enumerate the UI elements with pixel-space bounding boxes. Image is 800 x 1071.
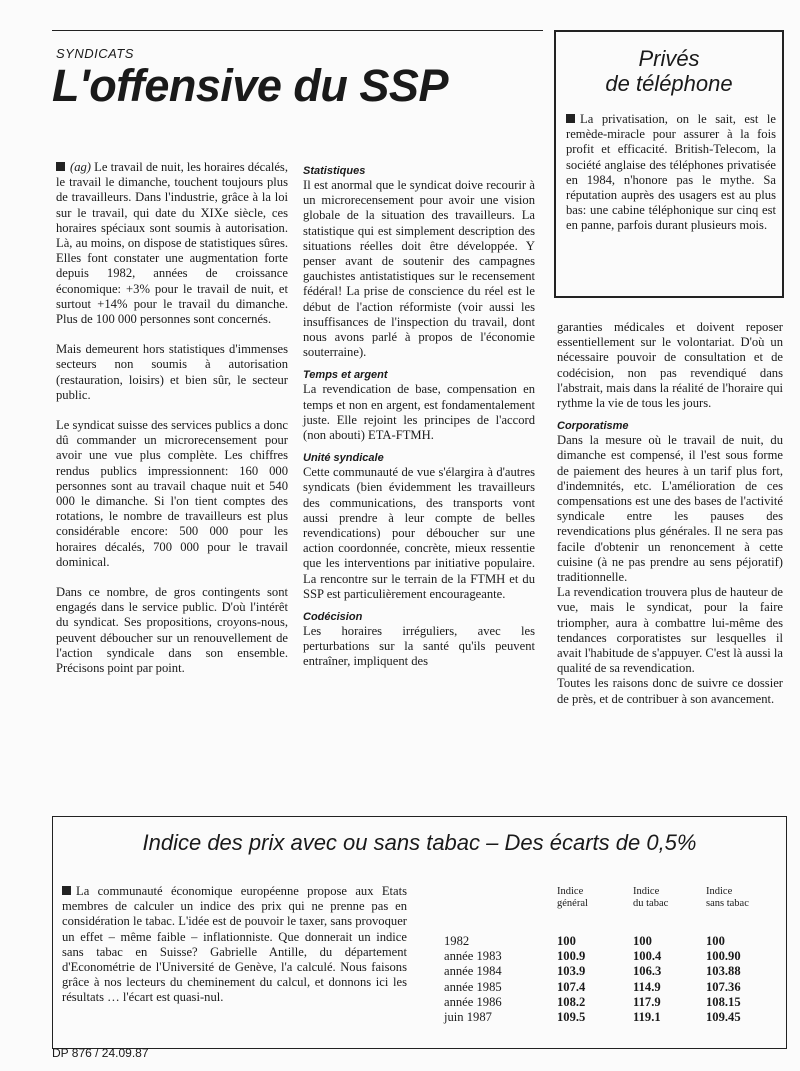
col1-paragraph-2: Mais demeurent hors statistiques d'immenses secteurs non soumis à autorisation (restauration, loisirs) et bien sûr, le secteur public. xyxy=(56,342,288,402)
issue-footer: DP 876 / 24.09.87 xyxy=(52,1046,149,1060)
col2-paragraph-2: La revendication de base, compensation en temps et non en argent, est fondamentalement juste. Elle rejoint les principes de l'accord (non abouti) ETA-FTMH. xyxy=(303,382,535,443)
sidebar-title-line1: Privés xyxy=(638,46,700,71)
cell-sans: 100.90 xyxy=(706,949,741,964)
article-column-1 xyxy=(56,160,288,691)
cell-sans: 103.88 xyxy=(706,964,741,979)
table-body xyxy=(444,934,784,1025)
table-row xyxy=(444,1010,784,1025)
table-row xyxy=(444,995,784,1010)
cell-year: année 1983 xyxy=(444,949,502,964)
cell-tabac: 119.1 xyxy=(633,1009,661,1024)
header-tabac-line1: Indice xyxy=(633,886,660,897)
cell-general: 103.9 xyxy=(557,964,586,979)
cell-tabac: 117.9 xyxy=(633,994,661,1009)
cell-sans: 100 xyxy=(706,934,725,948)
header-sans-tabac xyxy=(706,886,749,910)
header-general xyxy=(557,886,588,910)
subhead-temps-et-argent: Temps et argent xyxy=(303,369,388,382)
table-row xyxy=(444,964,784,979)
col3-paragraph-2: Dans la mesure où le travail de nuit, du dimanche est compensé, il l'est sous forme de paiement des heures à un tarif plus fort, d'indemnités, etc. L'amélioration de ces compensations est une des bases de l'activité syndicale entre les pauses des revendications plus générales. Il ne sera pas facile d'obtenir un renoncement à cette cuisine (à ne pas prendre au sens péjoratif) traditionnelle. xyxy=(557,433,783,585)
cell-general: 107.4 xyxy=(557,979,586,994)
header-tabac xyxy=(633,886,668,910)
col3-paragraph-1: garanties médicales et doivent reposer essentiellement sur le volontariat. D'où un nécessaire pouvoir de consultation et de codécision, non pas revendiqué dans l'abstrait, mais dans la réalité de l'horaire qui rythme la vie de tous les jours. xyxy=(557,320,783,411)
table-header-row xyxy=(444,886,784,920)
header-tabac-line2: du tabac xyxy=(633,898,669,909)
cell-sans: 108.15 xyxy=(706,994,741,1009)
header-sans-line1: Indice xyxy=(706,886,733,897)
cell-year: année 1985 xyxy=(444,979,502,994)
article-headline: L'offensive du SSP xyxy=(52,60,448,111)
price-index-title: Indice des prix avec ou sans tabac – Des écarts de 0,5% xyxy=(142,830,697,855)
table-row xyxy=(444,934,784,949)
sidebar-title xyxy=(556,46,782,96)
bullet-square-icon xyxy=(56,162,65,171)
bullet-square-icon xyxy=(566,114,575,123)
cell-general: 109.5 xyxy=(557,1009,586,1024)
article-column-2 xyxy=(303,160,535,678)
cell-sans: 107.36 xyxy=(706,979,741,994)
section-kicker: SYNDICATS xyxy=(56,46,134,61)
header-sans-line2: sans tabac xyxy=(706,898,749,909)
subhead-unite-syndicale: Unité syndicale xyxy=(303,452,384,465)
subhead-corporatisme: Corporatisme xyxy=(557,420,629,433)
cell-sans: 109.45 xyxy=(706,1009,741,1024)
price-index-table xyxy=(444,886,784,1025)
cell-tabac: 114.9 xyxy=(633,979,661,994)
cell-general: 100.9 xyxy=(557,949,586,964)
price-index-text: La communauté économique européenne propose aux Etats membres de calculer un indice des prix qui ne prenne pas en considération le tabac. L'idée est de pouvoir le taxer, sans provoquer un effet – même faible – inflationniste. Que donnerait un indice sans tabac en Suisse? Gabrielle Antille, du département d'Econométrie de l'Université de Genève, l'a calculé. Nous faisons grâce à nos lecteurs du cheminement du calcul, et donnons ici les résultats … l'écart est quasi-nul. xyxy=(62,884,407,1005)
sidebar-text: La privatisation, on le sait, est le remède-miracle pour assurer à la fois profit et efficacité. British-Telecom, la société anglaise des téléphones privatisée en 1984, n'honore pas le mythe. Sa réputation auprès des usagers est au plus bas: une cabine téléphonique sur cinq est en panne, parfois durant plusieurs mois. xyxy=(566,112,776,233)
cell-general: 108.2 xyxy=(557,994,586,1009)
col1-paragraph-1-text: Le travail de nuit, les horaires décalés, le travail le dimanche, touchent toujours plus de travailleurs. Dans l'industrie, grâce à la loi sur le travail, qui date du XIXe siècle, ces horaires spéciaux sont soumis à autorisation. Là, au moins, on dispose de statistiques sûres. Elles font constater une augmentation forte depuis 1982, années de croissance économique: +3% pour le travail de nuit, et surtout +14% pour le travail du dimanche. Plus de 100 000 personnes sont concernés. xyxy=(56,160,288,327)
header-general-line1: Indice xyxy=(557,886,584,897)
header-general-line2: général xyxy=(557,898,588,909)
cell-tabac: 100.4 xyxy=(633,949,662,964)
sidebar-text-block xyxy=(566,112,776,234)
col2-paragraph-1: Il est anormal que le syndicat doive recourir à un microrecensement pour avoir une vision globale de la situation des travailleurs. La statistique qui est simplement description des situations réelles doit être développée. Y penser avant de soutenir des campagnes gauchistes antistatistiques sur le recensement fédéral! La prise de conscience du réel est le début de l'action réformiste (voir aussi les insuffisances de l'inspection du travail, dont nous avons parlé à propos de l'économie souterraine). xyxy=(303,178,535,360)
sidebar-title-line2: de téléphone xyxy=(605,71,733,96)
subhead-statistiques: Statistiques xyxy=(303,165,366,177)
col3-paragraph-4: Toutes les raisons donc de suivre ce dossier de près, et de contribuer à son avancement. xyxy=(557,676,783,706)
col1-paragraph-4: Dans ce nombre, de gros contingents sont engagés dans le service public. D'où l'intérêt du syndicat. Ses propositions, croyons-nous, peuvent déboucher sur un renouvellement de l'action syndicale dans son ensemble. Précisons point par point. xyxy=(56,585,288,676)
table-row xyxy=(444,949,784,964)
article-column-3 xyxy=(557,320,783,715)
author-initials: (ag) xyxy=(70,160,91,174)
cell-tabac: 100 xyxy=(633,934,652,948)
cell-year: année 1986 xyxy=(444,994,502,1009)
price-index-text-block xyxy=(62,884,407,1006)
col1-paragraph-1 xyxy=(56,160,288,327)
table-row xyxy=(444,980,784,995)
cell-tabac: 106.3 xyxy=(633,964,662,979)
col2-paragraph-3: Cette communauté de vue s'élargira à d'autres syndicats (bien évidemment les travailleurs des communications, des transports vont aussi prendre à leur compte de belles revendications) pour déboucher sur une action coordonnée, concrète, mieux ressentie que les interventions par initiative populaire. La rencontre sur le terrain de la FTMH et du SSP est particulièrement encourageante. xyxy=(303,465,535,601)
top-rule xyxy=(52,30,543,31)
cell-year: 1982 xyxy=(444,934,470,948)
subhead-codecision: Codécision xyxy=(303,611,363,624)
cell-year: juin 1987 xyxy=(444,1009,492,1024)
col3-paragraph-3: La revendication trouvera plus de hauteur de vue, mais le syndicat, pour la faire triompher, aura à combattre lui-même des tendances corporatistes sur lesquelles il avait l'habitude de s'appuyer. C'est là aussi la qualité de sa revendication. xyxy=(557,585,783,676)
cell-general: 100 xyxy=(557,934,576,948)
cell-year: année 1984 xyxy=(444,964,502,979)
col2-paragraph-4: Les horaires irréguliers, avec les perturbations sur la santé qu'ils peuvent entraîner, impliquent des xyxy=(303,624,535,669)
bullet-square-icon xyxy=(62,886,71,895)
col1-paragraph-3: Le syndicat suisse des services publics a donc dû commander un microrecensement pour avoir une vue plus complète. Les chiffres rendus publics impressionnent: 160 000 personnes sont au travail chaque nuit et 540 000 le dimanche. Si l'on tient comptes des rotations, le nombre de travailleurs est plus considérable encore: 500 000 pour les horaires décalés, 700 000 pour le travail dominical. xyxy=(56,418,288,569)
